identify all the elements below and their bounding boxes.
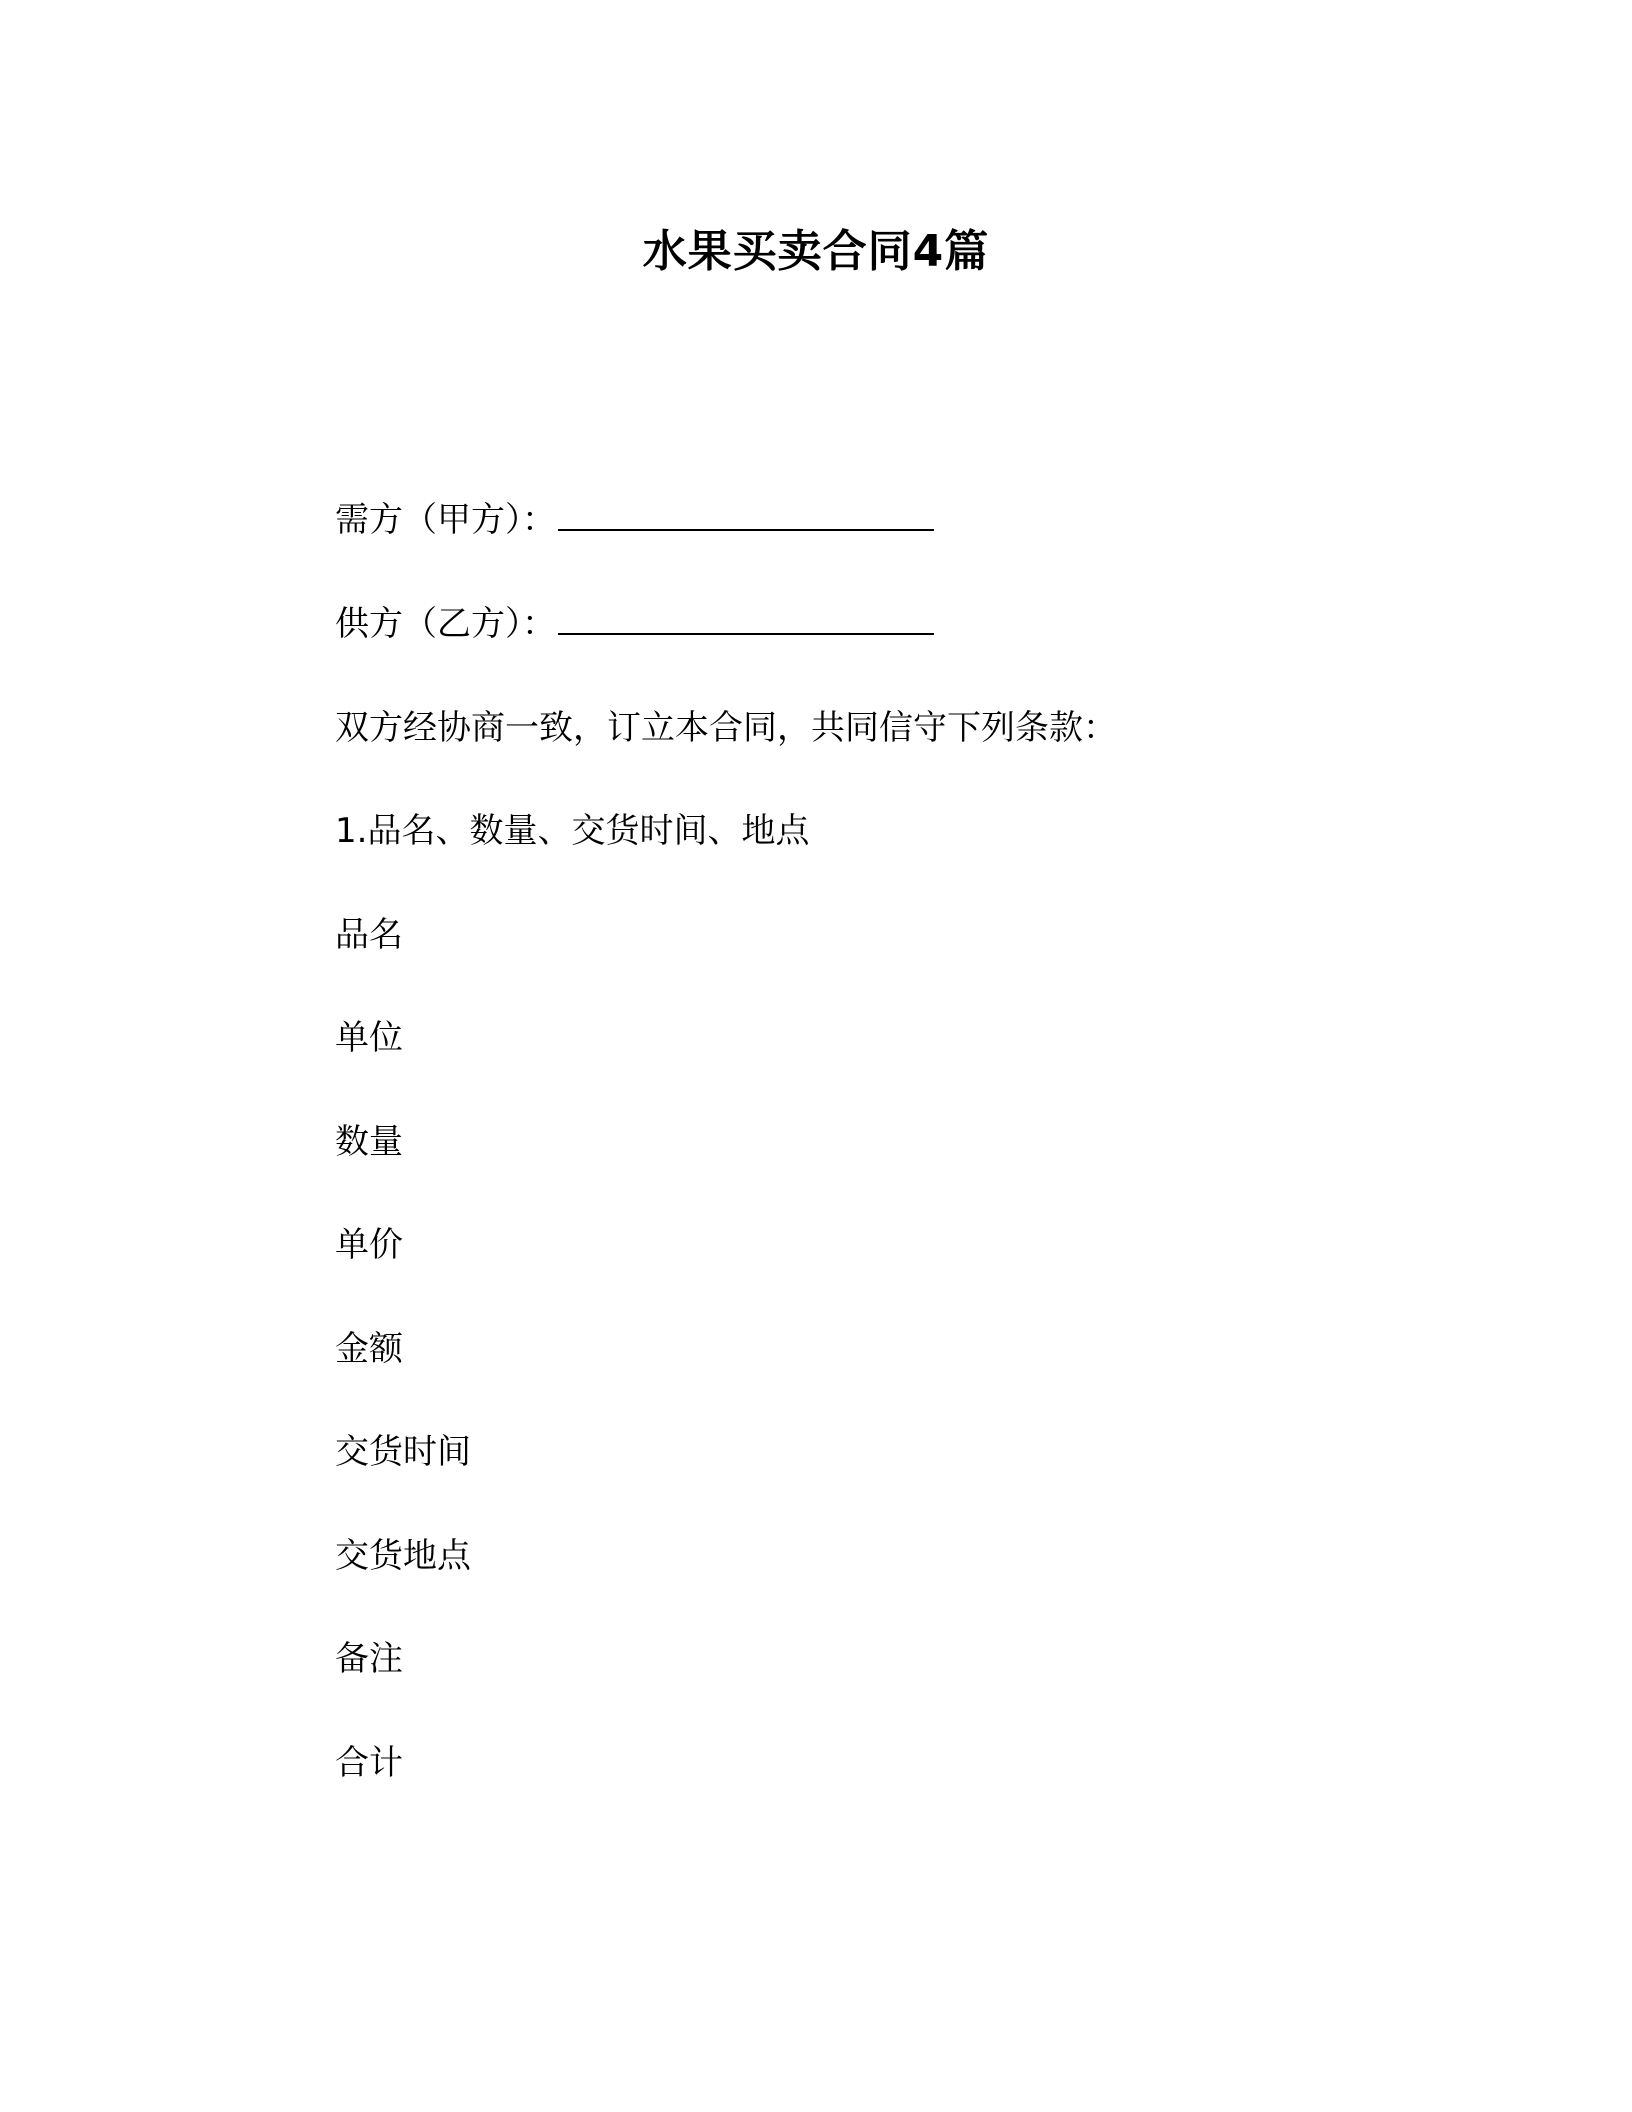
field-remarks: 备注 bbox=[335, 1639, 403, 1679]
party-a-blank bbox=[558, 499, 934, 531]
party-b-label: 供方（乙方）： bbox=[335, 604, 556, 644]
party-b-blank bbox=[558, 603, 934, 635]
party-a-line bbox=[335, 495, 934, 545]
section-1-heading: 1.品名、数量、交货时间、地点 bbox=[335, 811, 810, 851]
party-b-line bbox=[335, 599, 934, 649]
party-a-label: 需方（甲方）： bbox=[335, 500, 556, 540]
field-name: 品名 bbox=[335, 915, 403, 955]
field-unit-price: 单价 bbox=[335, 1225, 403, 1265]
field-delivery-place: 交货地点 bbox=[335, 1536, 471, 1576]
intro-paragraph: 双方经协商一致，订立本合同，共同信守下列条款： bbox=[335, 708, 1117, 748]
document-title: 水果买卖合同4篇 bbox=[642, 226, 990, 277]
field-unit: 单位 bbox=[335, 1018, 403, 1058]
field-amount: 金额 bbox=[335, 1329, 403, 1369]
field-delivery-time: 交货时间 bbox=[335, 1432, 471, 1472]
field-quantity: 数量 bbox=[335, 1122, 403, 1162]
field-total: 合计 bbox=[335, 1743, 403, 1783]
